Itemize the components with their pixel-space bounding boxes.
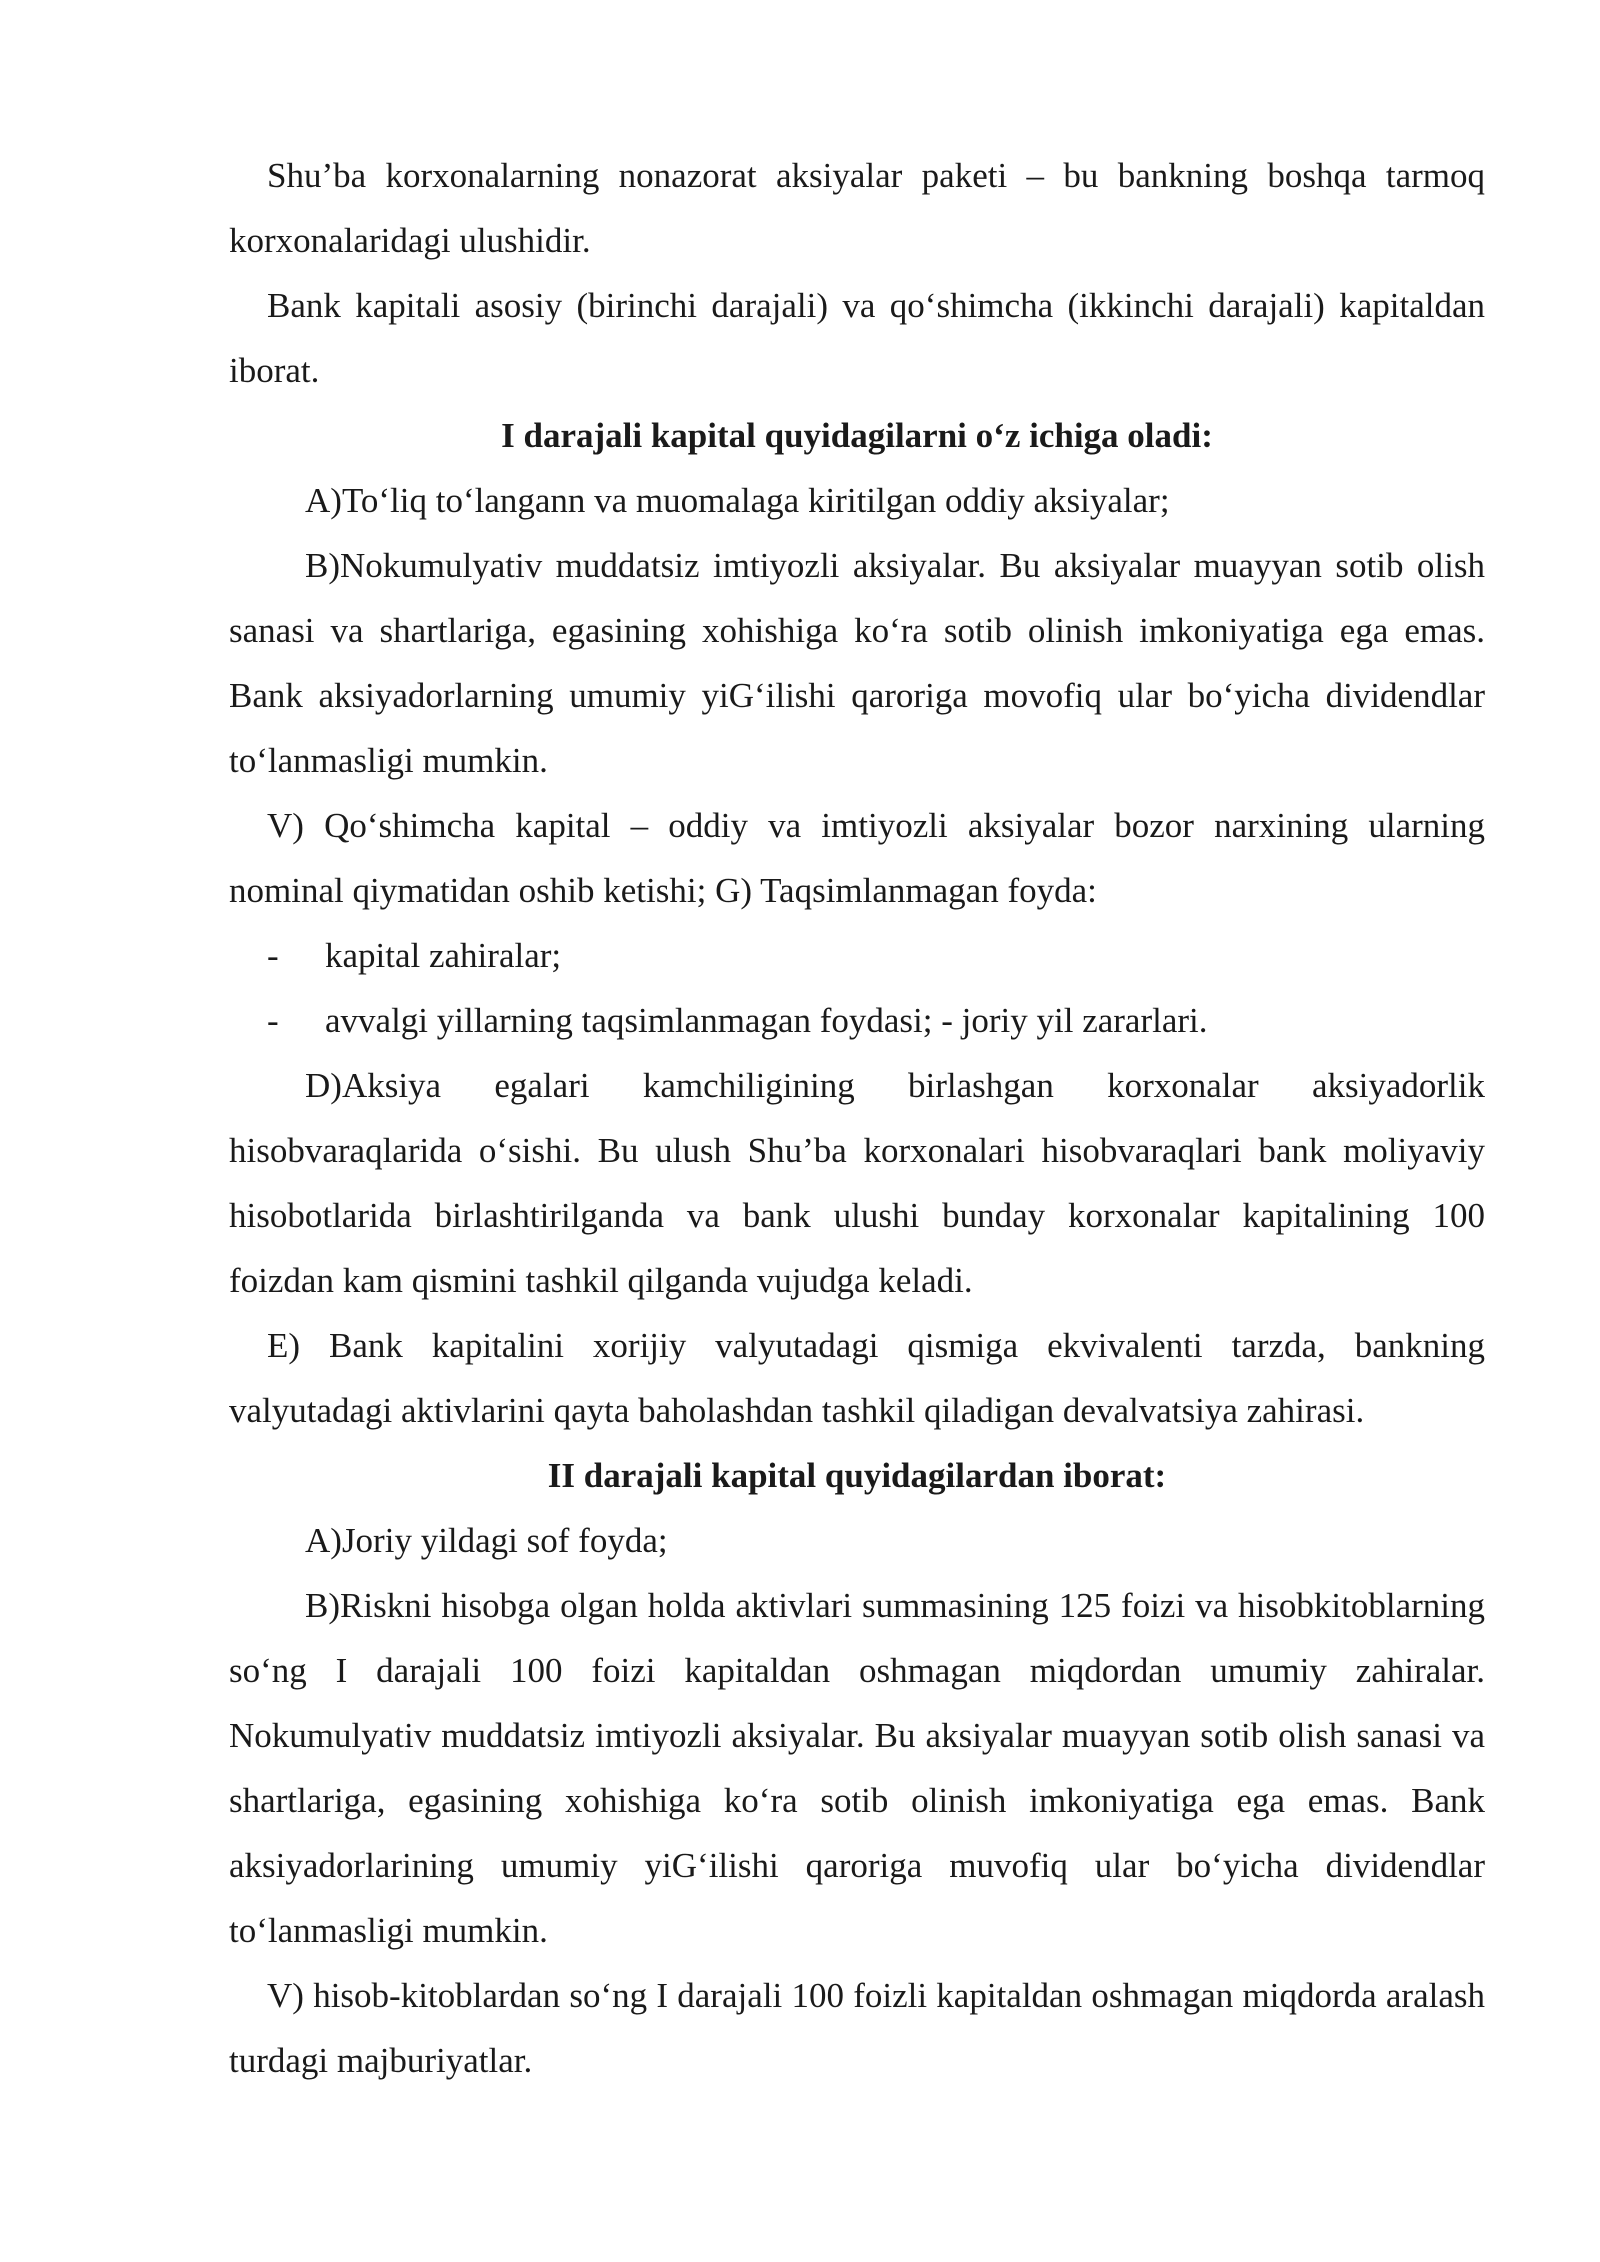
list-item-text: Nokumulyativ muddatsiz imtiyozli aksiyalar. Bu aksiyalar muayyan sotib olish sanasi va shartlariga, egasining xohishiga ko‘ra sotib olinish imkoniyatiga ega emas. Bank aksiyadorlarning umumiy yiG‘ilishi qaroriga movofiq ular bo‘yicha dividendlar to‘lanmasligi mumkin. <box>229 546 1485 780</box>
list-item-tier2-v <box>229 1963 1485 2093</box>
dash-item-retained-earnings <box>229 988 1485 1053</box>
list-item-label: E) <box>267 1326 301 1365</box>
list-item-tier1-e <box>229 1313 1485 1443</box>
list-item-label: A) <box>305 1521 342 1560</box>
dash-bullet: - <box>267 936 279 975</box>
dash-item-text: avvalgi yillarning taqsimlanmagan foydasi; - joriy yil zararlari. <box>325 1001 1208 1040</box>
list-item-label: A) <box>305 481 342 520</box>
dash-bullet: - <box>267 1001 279 1040</box>
list-item-label: B) <box>305 546 340 585</box>
heading-tier-two-capital: II darajali kapital quyidagilardan iborat: <box>547 1456 1167 1495</box>
list-item-text: Bank kapitalini xorijiy valyutadagi qismiga ekvivalenti tarzda, bankning valyutadagi aktivlarini qayta baholashdan tashkil qiladigan devalvatsiya zahirasi. <box>229 1326 1485 1430</box>
list-item-text: Joriy yildagi sof foyda; <box>341 1521 668 1560</box>
list-item-label: B) <box>305 1586 340 1625</box>
heading-tier-one-capital: I darajali kapital quyidagilarni o‘z ichiga oladi: <box>501 416 1213 455</box>
list-item-tier2-a <box>229 1508 1485 1573</box>
paragraph-subsidiary-stake: Shu’ba korxonalarning nonazorat aksiyalar paketi – bu bankning boshqa tarmoq korxonalaridagi ulushidir. <box>229 156 1485 260</box>
list-item-text: Aksiya egalari kamchiligining birlashgan korxonalar aksiyadorlik hisobvaraqlarida o‘sishi. Bu ulush Shu’ba korxonalari hisobvaraqlari bank moliyaviy hisobotlarida birlashtirilganda va bank ulushi bunday korxonalar kapitalining 100 foizdan kam qismini tashkil qilganda vujudga keladi. <box>229 1066 1485 1300</box>
paragraph-bank-capital: Bank kapitali asosiy (birinchi darajali) va qo‘shimcha (ikkinchi darajali) kapitaldan iborat. <box>229 286 1485 390</box>
list-item-label: V) <box>267 1976 304 2015</box>
list-item-tier1-d <box>229 1053 1485 1313</box>
list-item-text: Riskni hisobga olgan holda aktivlari summasining 125 foizi va hisobkitoblarning so‘ng I darajali 100 foizi kapitaldan oshmagan miqdordan umumiy zahiralar. Nokumulyativ muddatsiz imtiyozli aksiyalar. Bu aksiyalar muayyan sotib olish sanasi va shartlariga, egasining xohishiga ko‘ra sotib olinish imkoniyatiga ega emas. Bank aksiyadorlarining umumiy yiG‘ilishi qaroriga muvofiq ular bo‘yicha dividendlar to‘lanmasligi mumkin. <box>229 1586 1485 1950</box>
dash-item-capital-reserves <box>229 923 1485 988</box>
list-item-label: V) <box>267 806 304 845</box>
list-item-tier1-b <box>229 533 1485 793</box>
list-item-label: D) <box>305 1066 342 1105</box>
list-item-tier1-a <box>229 468 1485 533</box>
list-item-text: hisob-kitoblardan so‘ng I darajali 100 foizli kapitaldan oshmagan miqdorda aralash turdagi majburiyatlar. <box>229 1976 1485 2080</box>
list-item-tier2-b <box>229 1573 1485 1963</box>
document-body <box>229 143 1485 2093</box>
list-item-text: Qo‘shimcha kapital – oddiy va imtiyozli aksiyalar bozor narxining ularning nominal qiymatidan oshib ketishi; G) Taqsimlanmagan foyda: <box>229 806 1486 910</box>
dash-item-text: kapital zahiralar; <box>325 936 562 975</box>
list-item-text: To‘liq to‘langann va muomalaga kiritilgan oddiy aksiyalar; <box>341 481 1170 520</box>
list-item-tier1-v <box>229 793 1485 923</box>
